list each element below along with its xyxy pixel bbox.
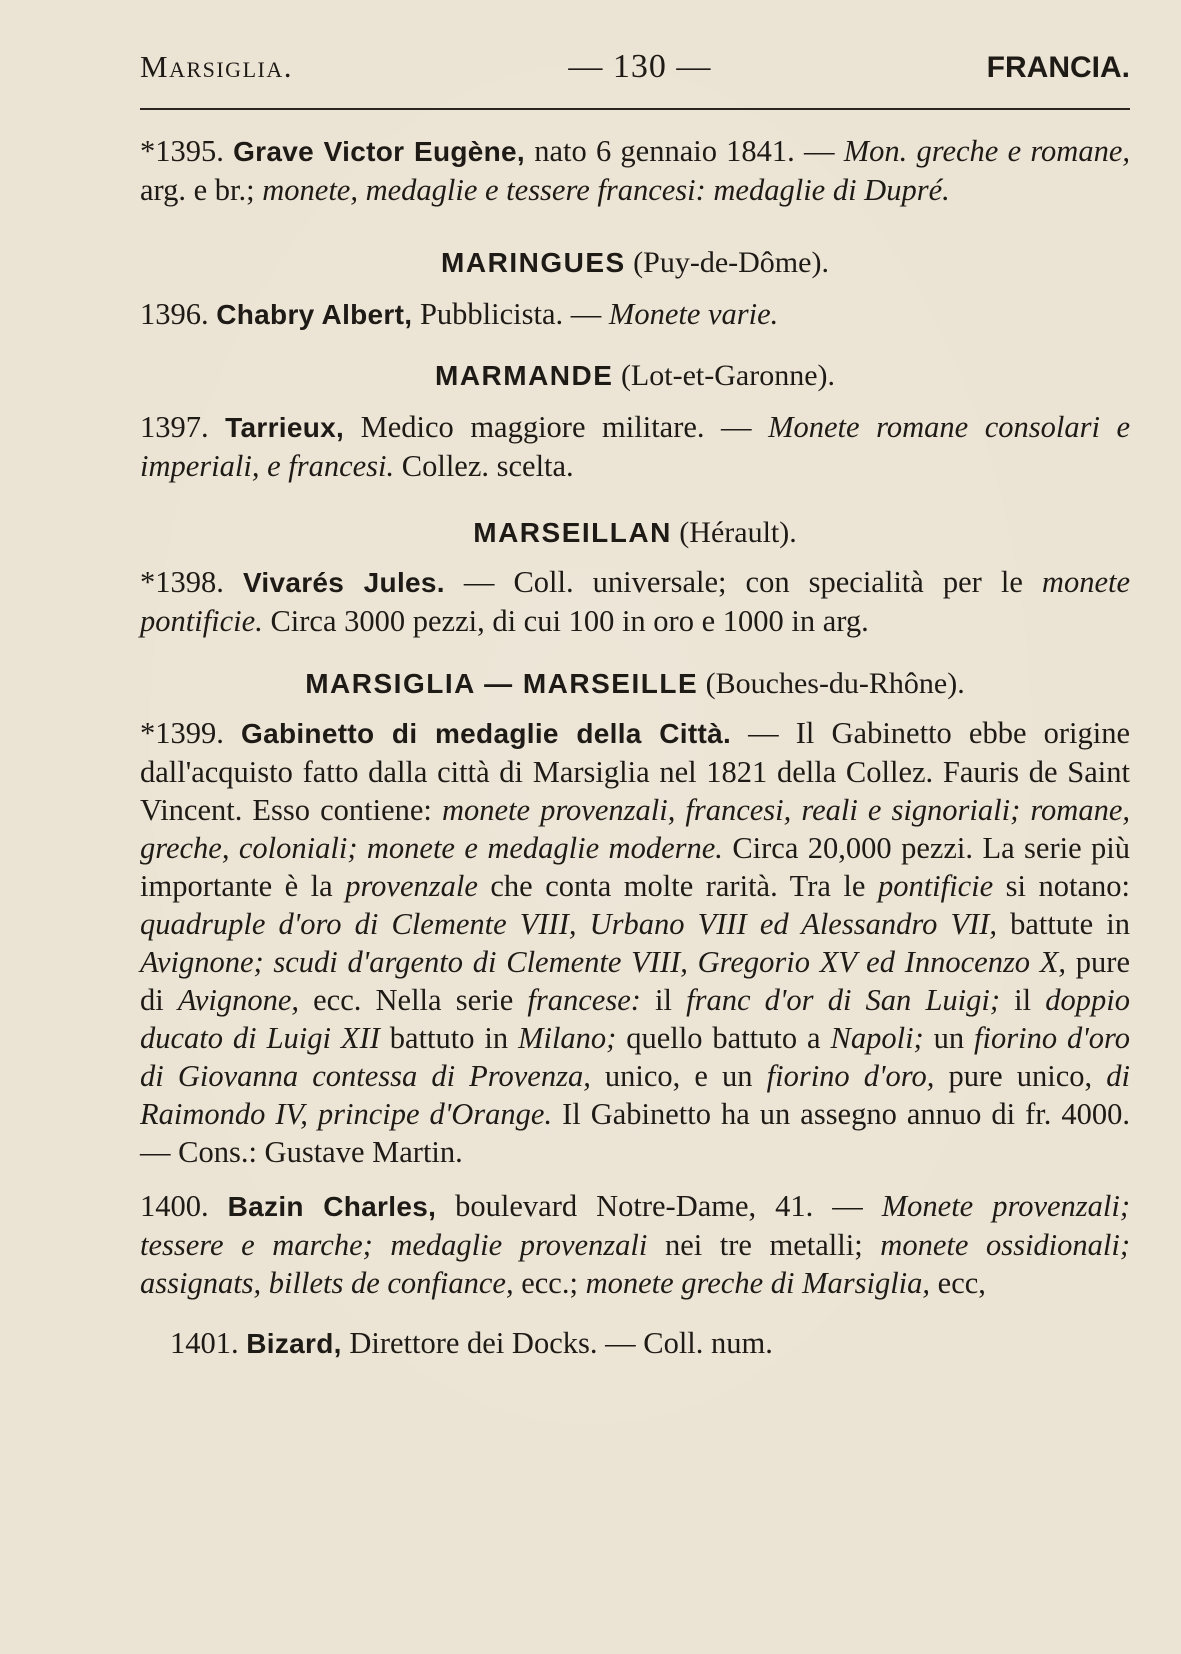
entry-1399 [140,714,1130,1171]
entry-1400 [140,1187,1130,1302]
entry-text: Collez. scelta. [394,449,574,483]
entry-italic: Monete provenzali; tessere e marche; medaglie provenzali [140,1189,1131,1262]
entry-text: — Coll. universale; con specialità per le [444,565,1042,599]
collector-name: Bizard, [246,1328,342,1359]
entry-text: il [1000,983,1046,1017]
entry-text: Il Gabinetto ha un assegno annuo di fr. 4000. — Cons.: Gustave Martin. [140,1097,1130,1169]
entry-text: ecc.; [513,1266,586,1300]
section-heading-marseillan [140,515,1130,551]
entry-italic: Monete romane consolari e imperiali, e francesi. [140,410,1130,483]
entry-text: pure unico, [934,1059,1107,1093]
entry-italic: Mon. greche e romane, [843,134,1130,168]
entry-1401 [140,1324,1130,1363]
region-name: (Lot-et-Garonne). [620,359,835,392]
running-head-location: Marsiglia. [140,49,293,84]
entry-text: battute in [997,907,1130,941]
entry-1395 [140,132,1130,209]
collector-name: Vivarés Jules. [242,567,445,598]
entry-number: *1399. [140,716,224,750]
entry-text: un [923,1021,975,1055]
entry-text: quello battuto a [616,1021,831,1055]
entry-italic: monete greche di Marsiglia, [585,1266,931,1300]
entry-1397 [140,408,1130,485]
entry-number: 1397. [140,410,209,444]
entry-text: arg. e br.; [140,173,263,207]
entry-italic: fiorino d'oro di Giovanna contessa di Provenza, [140,1021,1131,1093]
section-heading-marsiglia [140,666,1130,702]
entry-text: battuto in [379,1021,519,1055]
entry-italic: Avignone, [177,983,299,1017]
entry-number: 1396. [140,297,209,331]
place-name: MARMANDE [435,360,614,391]
entry-italic: fiorino d'oro, [766,1059,935,1093]
section-heading-maringues [140,245,1130,281]
region-name: (Hérault). [679,516,797,549]
entry-number: *1395. [140,134,224,168]
entry-text: ecc. Nella serie [299,983,528,1017]
entry-italic: franc d'or di San Luigi; [686,983,1001,1017]
entry-text: che conta molte rarità. Tra le [477,869,878,903]
entry-italic: Milano; [518,1021,617,1055]
entry-text: pure di [140,945,1130,1017]
entry-text: Circa 20,000 pezzi. La serie più importante è la [140,831,1130,903]
collector-name: Tarrieux, [225,412,345,443]
collector-name: Chabry Albert, [216,299,413,330]
entry-italic: pontificie [877,869,994,903]
running-head [140,48,1130,110]
entry-text: si notano: [993,869,1130,903]
entry-number: 1401. [170,1326,239,1360]
running-head-country: FRANCIA. [986,51,1130,84]
place-name: MARINGUES [441,247,626,278]
entry-italic: Napoli; [830,1021,924,1055]
entry-number: 1400. [140,1189,209,1223]
entry-1398 [140,563,1130,640]
collector-name: Grave Victor Eugène, [233,136,525,167]
entry-italic: monete pontificie. [140,565,1130,638]
entry-text: Direttore dei Docks. — Coll. num. [341,1326,773,1360]
entry-italic: francese: [527,983,641,1017]
place-name: MARSEILLAN [473,517,672,548]
entry-italic: Monete varie. [608,297,779,331]
place-name: MARSIGLIA — MARSEILLE [305,668,699,699]
entry-text: nato 6 gennaio 1841. — [525,134,844,168]
region-name: (Puy-de-Dôme). [633,246,829,279]
collector-name: Gabinetto di medaglie della Città. [241,718,732,749]
entry-italic: monete ossidionali; assignats, billets de confiance, [140,1228,1130,1300]
collector-name: Bazin Charles, [227,1191,437,1222]
page-number: — 130 — [568,48,712,85]
entry-number: *1398. [140,565,224,599]
entry-italic: doppio ducato di Luigi XII [140,983,1130,1055]
entry-text: unico, e un [590,1059,767,1093]
entry-text: boulevard Notre-Dame, 41. — [436,1189,882,1223]
entry-text: — Il Gabinetto ebbe origine dall'acquisto fatto dalla città di Marsiglia nel 1821 della Collez. Fauris de Saint Vincent. Esso contiene: [140,716,1130,827]
entry-italic: provenzale [345,869,478,903]
section-heading-marmande [140,358,1130,394]
entry-italic: monete provenzali, francesi, reali e signoriali; romane, greche, coloniali; monete e medaglie moderne. [140,793,1130,865]
entry-italic: quadruple d'oro di Clemente VIII, Urbano VIII ed Alessandro VII, [140,907,998,941]
entry-italic: Avignone; scudi d'argento di Clemente VIII, Gregorio XV ed Innocenzo X, [140,945,1067,979]
region-name: (Bouches-du-Rhône). [705,667,965,700]
entry-italic: monete, medaglie e tessere francesi: medaglie di Dupré. [262,173,950,207]
entry-text: ecc, [930,1266,986,1300]
entry-text: il [640,983,687,1017]
entry-text: Pubblicista. — [412,297,609,331]
entry-1396 [140,295,1130,334]
entry-text: Medico maggiore militare. — [344,410,769,444]
entry-italic: di Raimondo IV, principe d'Orange. [140,1059,1130,1131]
entry-text: Circa 3000 pezzi, di cui 100 in oro e 1000 in arg. [262,604,869,638]
entry-text: nei tre metalli; [647,1228,881,1262]
